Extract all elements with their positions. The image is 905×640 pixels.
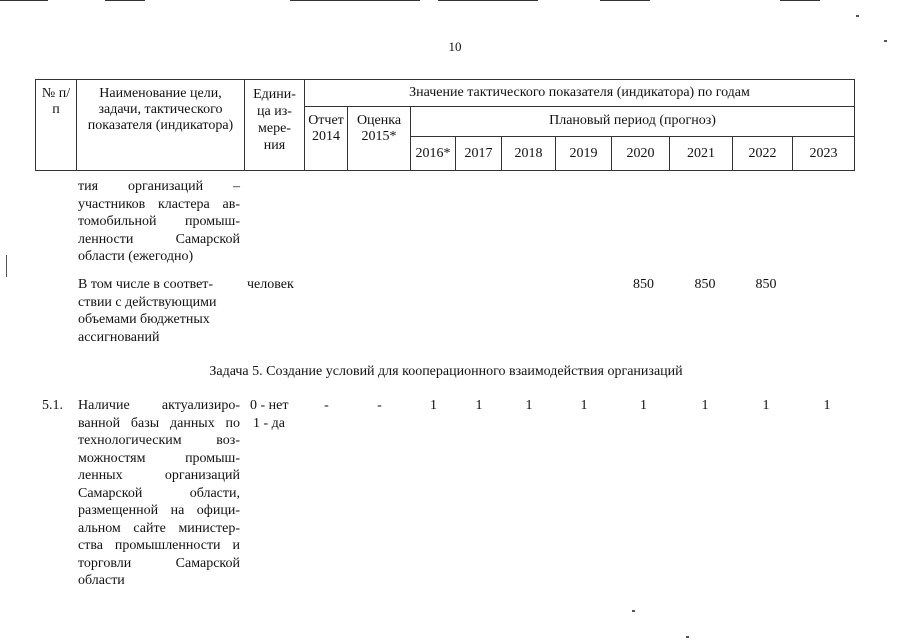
header-year: 2017 [456, 137, 502, 171]
header-year: 2021 [670, 137, 733, 171]
row-5-1-number: 5.1. [42, 398, 63, 413]
header-col-unit: Едини-ца из-мере-ния [245, 80, 305, 171]
header-year: 2016* [411, 137, 456, 171]
budget-value-2021: 850 [694, 277, 716, 292]
scan-artifact-line [600, 0, 650, 1]
page-number: 10 [448, 39, 462, 54]
row-5-1-name: Наличие актуализиро- ванной базы данных по технологическим воз- можностям промыш- ленных организаций Самарской области, размещенной на офици- альном сайте министер- ства промышленности и торговли Самарской области [78, 398, 240, 588]
budget-value-2022: 850 [755, 277, 777, 292]
scan-artifact-line [0, 0, 48, 1]
scan-artifact-dot [632, 610, 635, 612]
row-5-1-value-2023: 1 [823, 398, 831, 413]
budget-row-unit: человек [247, 277, 294, 292]
row-5-1-value-2015: - [377, 398, 382, 413]
task5-heading: Задача 5. Создание условий для кооперационного взаимодействия организаций [209, 364, 683, 379]
budget-row-name: В том числе в соответ- ствии с действующими объемами бюджетных ассигнований [78, 277, 217, 345]
row-5-1-value-2021: 1 [701, 398, 709, 413]
header-values-group: Значение тактического показателя (индикатора) по годам [305, 80, 855, 107]
scan-artifact-dot [686, 636, 689, 638]
row-5-1-value-2016: 1 [430, 398, 437, 413]
row-5-1-value-2019: 1 [580, 398, 588, 413]
header-year: 2018 [502, 137, 556, 171]
continued-indicator-text: тия организаций – участников кластера ав- томобильной промыш- ленности Самарской области (ежегодно) [78, 179, 240, 264]
row-5-1-unit: 0 - нет 1 - да [250, 398, 289, 431]
header-year: 2019 [556, 137, 612, 171]
header-year: 2020 [612, 137, 670, 171]
header-col-number: № п/п [36, 80, 77, 171]
header-year: 2022 [733, 137, 793, 171]
header-year: 2023 [793, 137, 855, 171]
row-5-1-value-2020: 1 [640, 398, 647, 413]
row-5-1-value-2017: 1 [475, 398, 483, 413]
scan-artifact-dot [6, 255, 7, 277]
row-5-1-value-2014: - [324, 398, 329, 413]
scan-artifact-line [780, 0, 820, 1]
header-col-name: Наименование цели, задачи, тактического показателя (индикатора) [77, 80, 245, 171]
header-col-estimate: Оценка 2015* [348, 107, 411, 171]
scan-artifact-dot [884, 40, 887, 42]
scan-artifact-line [438, 0, 538, 1]
budget-value-2020: 850 [633, 277, 654, 292]
scan-artifact-dot [856, 15, 859, 17]
scan-artifact-line [290, 0, 420, 1]
header-col-report: Отчет 2014 [305, 107, 348, 171]
row-5-1-value-2018: 1 [525, 398, 533, 413]
header-plan-group: Плановый период (прогноз) [411, 107, 855, 137]
row-5-1-value-2022: 1 [762, 398, 770, 413]
scan-artifact-line [105, 0, 145, 1]
table-header [35, 79, 855, 171]
